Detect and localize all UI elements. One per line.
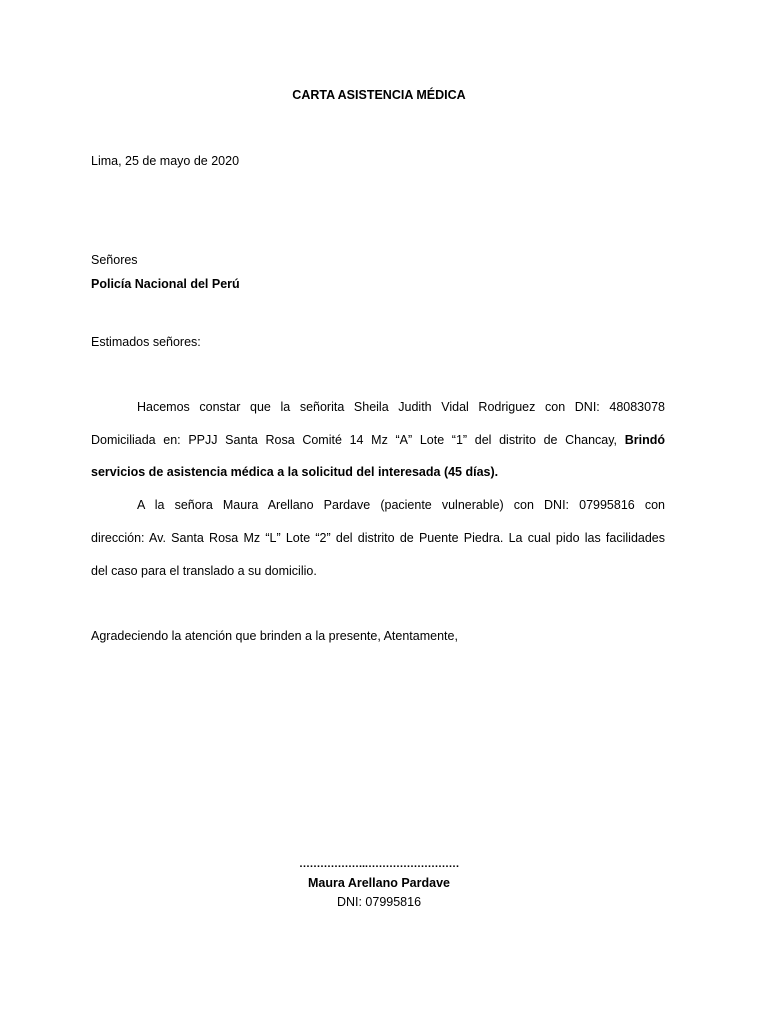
signature-dots: ……………….………………………: [298, 858, 460, 870]
paragraph-1-line-1: Hacemos constar que la señorita Sheila Judith Vidal Rodriguez con DNI: 48083078: [137, 400, 665, 414]
paragraph-1-line-2: [91, 432, 665, 448]
paragraph-1-line-3: servicios de asistencia médica a la solicitud del interesada (45 días).: [91, 465, 499, 479]
closing-line: Agradeciendo la atención que brinden a la presente, Atentamente,: [91, 629, 458, 643]
signature-name: Maura Arellano Pardave: [308, 876, 450, 890]
paragraph-2-line-3: del caso para el translado a su domicilio.: [91, 564, 317, 578]
letter-title: CARTA ASISTENCIA MÉDICA: [292, 88, 466, 102]
salutation: Estimados señores:: [91, 335, 201, 349]
paragraph-1-line-2-text: Domiciliada en: PPJJ Santa Rosa Comité 14 Mz “A” Lote “1” del distrito de Chancay,: [91, 433, 618, 447]
letter-date: Lima, 25 de mayo de 2020: [91, 154, 240, 168]
paragraph-1-line-2-bold: Brindó: [624, 433, 665, 447]
signature-dni: DNI: 07995816: [336, 895, 422, 909]
recipient-line-2: Policía Nacional del Perú: [91, 277, 240, 291]
paragraph-2-line-2: dirección: Av. Santa Rosa Mz “L” Lote “2” del distrito de Puente Piedra. La cual pido las facilidades: [91, 531, 665, 545]
paragraph-2-line-1: A la señora Maura Arellano Pardave (paciente vulnerable) con DNI: 07995816 con: [137, 498, 665, 512]
recipient-line-1: Señores: [91, 253, 138, 267]
